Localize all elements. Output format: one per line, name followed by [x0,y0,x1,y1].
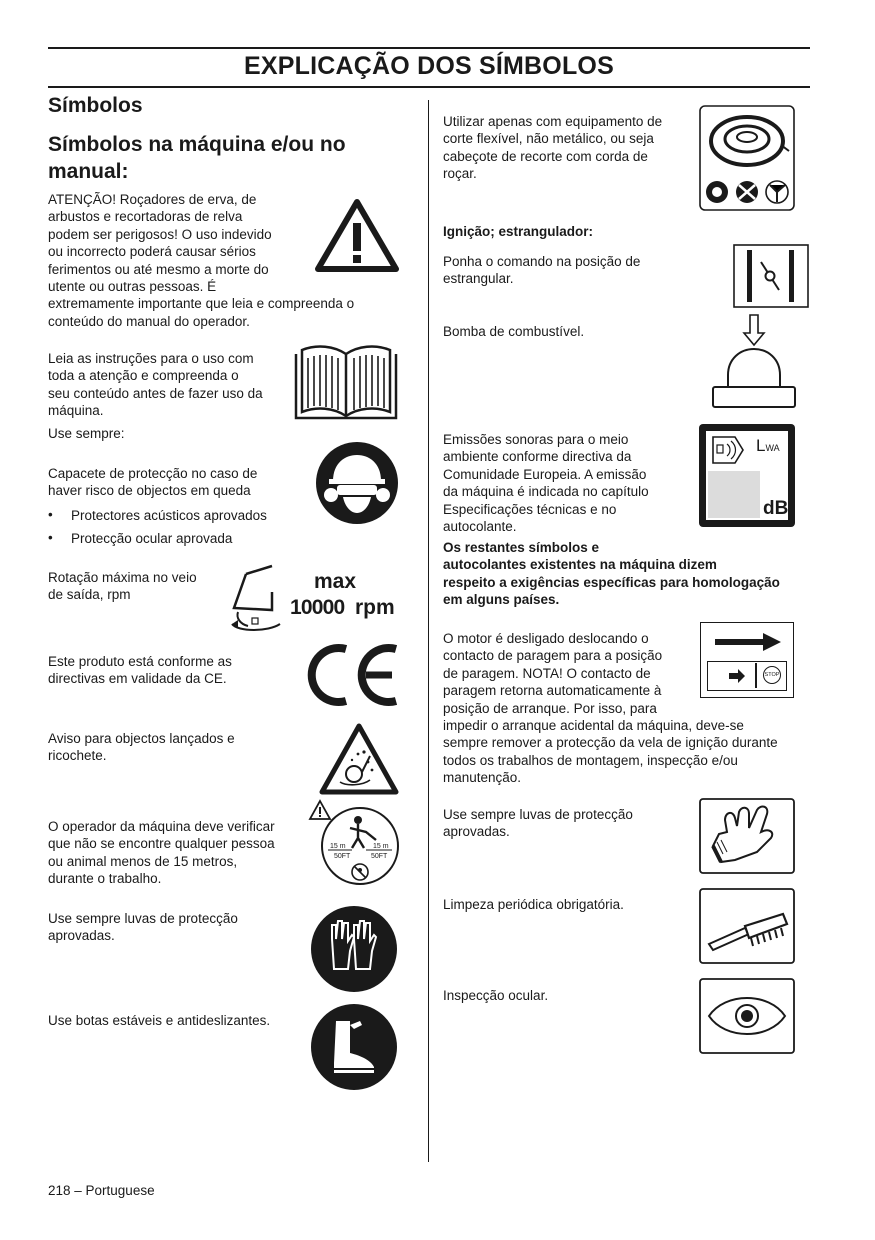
stop-line: sempre remover a protecção da vela de ignição durante [443,735,778,751]
manual-paragraph [48,350,288,420]
use-always-label: Use sempre: [48,426,125,441]
noise-line: Comunidade Europeia. A emissão [443,466,647,482]
thrown-objects-warning-icon [318,722,400,796]
eye-icon [699,978,795,1054]
stop-line: de paragem. NOTA! O contacto de [443,665,651,681]
distance-line: ou animal menos de 15 metros, [48,853,238,869]
lwa-letter: L [756,436,766,455]
page-footer: 218 – Portuguese [48,1183,155,1198]
warning-line: ou incorrecto poderá causar sérios [48,244,256,260]
flexible-line: cabeçote de recorte com corda de [443,148,648,164]
rotation-line: de saída, rpm [48,587,131,603]
manual-line: seu conteúdo antes de fazer uso da [48,385,263,401]
flexible-line: roçar. [443,166,477,182]
thrown-line: Aviso para objectos lançados e [48,731,235,746]
flexible-line: Utilizar apenas com equipamento de [443,114,663,129]
fuel-pump-icon [710,313,798,411]
choke-line: Ponha o comando na posição de [443,254,641,269]
remaining-line: Os restantes símbolos e [443,540,600,555]
gloves-paragraph-right [443,806,633,841]
switch-arrow-icon [728,669,746,683]
warning-line: arbustos e recortadoras de relva [48,209,243,225]
lwa-symbol [756,436,780,456]
lwa-subscript: WA [765,443,780,453]
warning-line: utente ou outras pessoas. É [48,279,217,295]
warning-triangle-icon [314,197,400,273]
remaining-line: respeito a exigências específicas para homologação [443,574,780,590]
flexible-cutting-equipment-icon [699,105,795,211]
arrow-right-icon [713,631,783,653]
remaining-line: autocolantes existentes na máquina dizem [443,557,717,573]
stop-line: contacto de paragem para a posição [443,648,663,664]
top-rule [48,47,810,49]
inspection-text: Inspecção ocular. [443,988,549,1003]
remaining-symbols-paragraph [443,539,780,609]
rotation-line: Rotação máxima no veio [48,570,197,585]
ce-line: directivas em validade da CE. [48,671,227,687]
bullet-mark: • [48,530,53,545]
noise-line: ambiente conforme directiva da [443,449,632,465]
flexible-cutting-paragraph [443,113,662,183]
brush-icon [699,888,795,964]
warning-line: ATENÇÃO! Roçadores de erva, de [48,192,257,207]
noise-line: da máquina é indicada no capítulo [443,484,649,500]
distance-paragraph [48,818,275,888]
warning-line: ferimentos ou até mesmo a morte do [48,261,269,277]
distance-line: durante o trabalho. [48,871,162,887]
helmet-ppe-icon [315,441,399,525]
distance-right-feet: 50FT [371,853,388,860]
manual-line: máquina. [48,403,104,419]
ignition-heading: Ignição; estrangulador: [443,224,594,239]
ce-paragraph [48,653,232,688]
cleaning-text: Limpeza periódica obrigatória. [443,897,624,912]
stop-line: manutenção. [443,770,522,786]
flexible-line: corte flexível, não metálico, ou seja [443,131,654,147]
gloves-line: aprovadas. [48,928,115,944]
rpm-unit: rpm [355,596,395,619]
helmet-paragraph [48,465,298,500]
subsection-title-line2: manual: [48,160,129,183]
remaining-line: em alguns países. [443,592,560,608]
rpm-value: 10000 [290,596,345,619]
thrown-objects-paragraph [48,730,235,765]
gloves-paragraph-left [48,910,238,945]
gloves-line: aprovadas. [443,824,510,840]
db-unit: dB [763,498,789,519]
open-book-icon [292,342,400,422]
page-title: EXPLICAÇÃO DOS SÍMBOLOS [244,52,614,80]
manual-line: Leia as instruções para o uso com [48,351,254,366]
ce-mark-icon [302,643,400,707]
manual-line: toda a atenção e compreenda o [48,368,239,384]
distance-left-feet: 50FT [334,853,351,860]
fuel-pump-text: Bomba de combustível. [443,324,585,339]
stop-octagon-icon: STOP [763,666,781,684]
distance-right-meters: 15 m [373,843,389,850]
stop-line: posição de arranque. Por isso, para [443,700,657,716]
glove-icon [699,798,795,874]
stop-switch-panel [707,661,787,691]
noise-emission-label [699,424,795,527]
noise-value-area [708,471,760,518]
thrown-line: ricochete. [48,748,107,764]
choke-line: estrangular. [443,271,514,287]
distance-left-meters: 15 m [330,843,346,850]
noise-line: Especificações técnicas e no [443,501,617,517]
rpm-max-label: max [314,570,357,593]
gloves-line: Use sempre luvas de protecção [443,807,633,822]
section-title: Símbolos [48,94,143,117]
safety-boots-icon [310,1003,398,1091]
noise-line: autocolante. [443,519,517,535]
choke-control-icon [733,244,809,308]
rotation-paragraph [48,569,197,604]
warning-line: extremamente importante que leia e compreenda o [48,296,355,312]
stop-line: paragem retorna automaticamente à [443,683,662,699]
distance-line: que não se encontre qualquer pessoa [48,836,275,852]
noise-paragraph [443,431,649,535]
boots-text: Use botas estáveis e antideslizantes. [48,1013,271,1028]
distance-line: O operador da máquina deve verificar [48,819,275,834]
sound-source-icon [709,433,745,467]
stop-line: O motor é desligado deslocando o [443,631,649,646]
stop-line: todos os trabalhos de montagem, inspecção e/ou [443,752,738,768]
switch-divider [755,663,757,688]
title-underline [48,86,810,88]
ce-line: Este produto está conforme as [48,654,232,669]
warning-line: conteúdo do manual do operador. [48,313,250,329]
protective-gloves-icon [310,905,398,993]
helmet-line: Capacete de protecção no caso de [48,466,258,481]
bullet-ear-protection: Protectores acústicos aprovados [71,508,267,523]
subsection-title-line1: Símbolos na máquina e/ou no [48,133,346,156]
noise-line: Emissões sonoras para o meio [443,432,629,447]
helmet-line: haver risco de objectos em queda [48,483,251,499]
stop-line: impedir o arranque acidental da máquina, deve-se [443,718,744,734]
bullet-mark: • [48,507,53,522]
gloves-line: Use sempre luvas de protecção [48,911,238,926]
choke-paragraph [443,253,640,288]
warning-line: podem ser perigosos! O uso indevido [48,226,272,242]
column-divider [428,100,429,1162]
bullet-eye-protection: Protecção ocular aprovada [71,531,233,546]
stop-switch-symbol [700,622,794,698]
